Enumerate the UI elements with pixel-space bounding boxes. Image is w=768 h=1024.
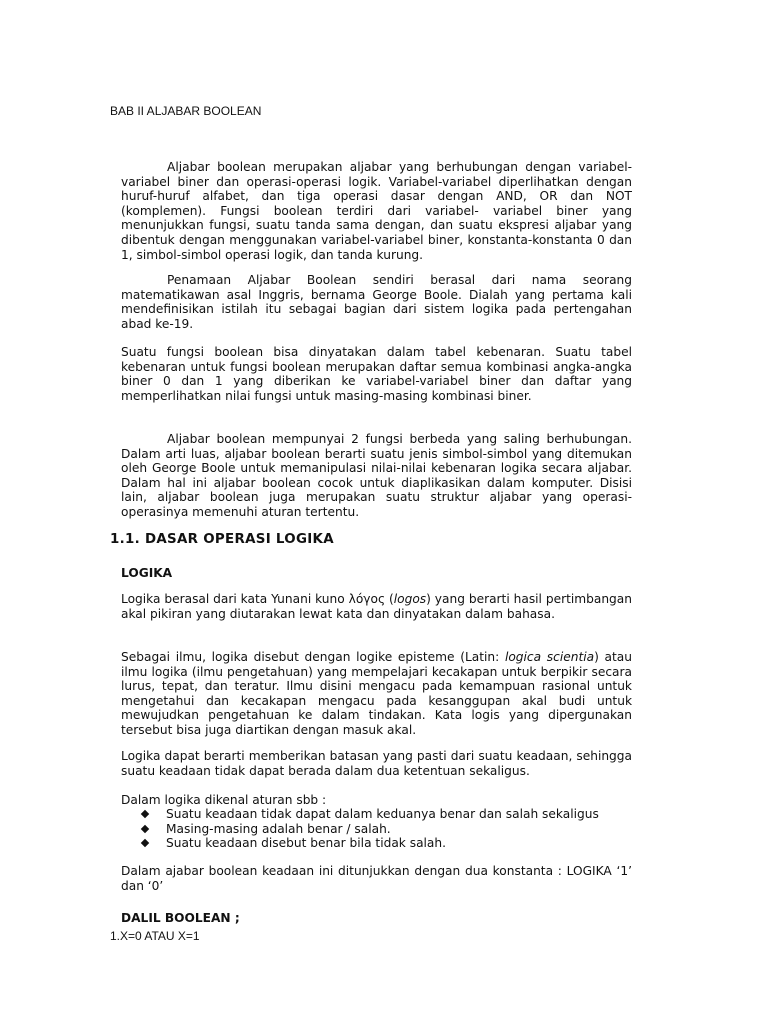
logika-paragraph-4: Dalam ajabar boolean keadaan ini ditunjukkan dengan dua konstanta : LOGIKA ‘1’ dan ‘0’ bbox=[121, 864, 632, 893]
chapter-title: BAB II ALJABAR BOOLEAN bbox=[110, 104, 262, 118]
intro-paragraph-2: Penamaan Aljabar Boolean sendiri berasal dari nama seorang matematikawan asal Inggris, bernama George Boole. Dialah yang pertama kali mendefinisikan istilah itu sebagai bagian dari sistem logika pada pertengahan abad ke-19. bbox=[121, 273, 632, 331]
dalil-heading: DALIL BOOLEAN ; bbox=[121, 911, 240, 925]
logika-p2-text-end: ) atau ilmu logika (ilmu pengetahuan) yang mempelajari kecakapan untuk berpikir secara lurus, tepat, dan teratur. Ilmu disini mengacu pada kemampuan rasional untuk mengetahui dan kecakapan mengacu pada kesanggupan akal budi untuk mewujudkan pengetahuan ke dalam tindakan. Kata logis yang dipergunakan tersebut bisa juga diartikan dengan masuk akal. bbox=[121, 650, 632, 737]
logika-p1-text-start: Logika berasal dari kata Yunani kuno λόγος ( bbox=[121, 592, 394, 606]
rules-list bbox=[142, 807, 642, 851]
rule-text: Suatu keadaan disebut benar bila tidak salah. bbox=[166, 836, 446, 851]
dalil-item-1: 1.X=0 ATAU X=1 bbox=[110, 929, 200, 943]
list-item bbox=[142, 836, 642, 851]
intro-paragraph-3: Suatu fungsi boolean bisa dinyatakan dalam tabel kebenaran. Suatu tabel kebenaran untuk fungsi boolean merupakan daftar semua kombinasi angka-angka biner 0 dan 1 yang diberikan ke variabel-variabel biner dan daftar yang memperlihatkan nilai fungsi untuk masing-masing kombinasi biner. bbox=[121, 345, 632, 403]
logika-p2-term: logica scientia bbox=[504, 650, 595, 664]
section-heading: 1.1. DASAR OPERASI LOGIKA bbox=[110, 532, 334, 547]
rules-intro: Dalam logika dikenal aturan sbb : bbox=[121, 793, 327, 807]
rule-text: Suatu keadaan tidak dapat dalam keduanya benar dan salah sekaligus bbox=[166, 807, 599, 821]
diamond-bullet-icon bbox=[141, 810, 149, 818]
logika-paragraph-2 bbox=[121, 650, 632, 738]
logika-paragraph-1 bbox=[121, 592, 632, 621]
logika-p1-term: logos bbox=[393, 592, 427, 606]
logika-p2-text-start: Sebagai ilmu, logika disebut dengan logike episteme (Latin: bbox=[121, 650, 505, 664]
logika-p1-text-end: ) yang berarti hasil pertimbangan akal pikiran yang diutarakan lewat kata dan dinyatakan dalam bahasa. bbox=[121, 592, 632, 621]
logika-heading: LOGIKA bbox=[121, 566, 173, 580]
list-item bbox=[142, 822, 642, 837]
diamond-bullet-icon bbox=[141, 824, 149, 832]
list-item bbox=[142, 807, 642, 822]
intro-paragraph-1: Aljabar boolean merupakan aljabar yang berhubungan dengan variabel-variabel biner dan operasi-operasi logik. Variabel-variabel diperlihatkan dengan huruf-huruf alfabet, dan tiga operasi dasar dengan AND, OR dan NOT (komplemen). Fungsi boolean terdiri dari variabel- variabel biner yang menunjukkan fungsi, suatu tanda sama dengan, dan suatu ekspresi aljabar yang dibentuk dengan menggunakan variabel-variabel biner, konstanta-konstanta 0 dan 1, simbol-simbol operasi logik, dan tanda kurung. bbox=[121, 160, 632, 262]
rule-text: Masing-masing adalah benar / salah. bbox=[166, 821, 391, 836]
intro-paragraph-4: Aljabar boolean mempunyai 2 fungsi berbeda yang saling berhubungan. Dalam arti luas, aljabar boolean berarti suatu jenis simbol-simbol yang ditemukan oleh George Boole untuk memanipulasi nilai-nilai kebenaran logika secara aljabar. Dalam hal ini aljabar boolean cocok untuk diaplikasikan dalam komputer. Disisi lain, aljabar boolean juga merupakan suatu struktur aljabar yang operasi-operasinya memenuhi aturan tertentu. bbox=[121, 432, 632, 519]
logika-paragraph-3: Logika dapat berarti memberikan batasan yang pasti dari suatu keadaan, sehingga suatu keadaan tidak dapat berada dalam dua ketentuan sekaligus. bbox=[121, 749, 632, 778]
diamond-bullet-icon bbox=[141, 839, 149, 847]
